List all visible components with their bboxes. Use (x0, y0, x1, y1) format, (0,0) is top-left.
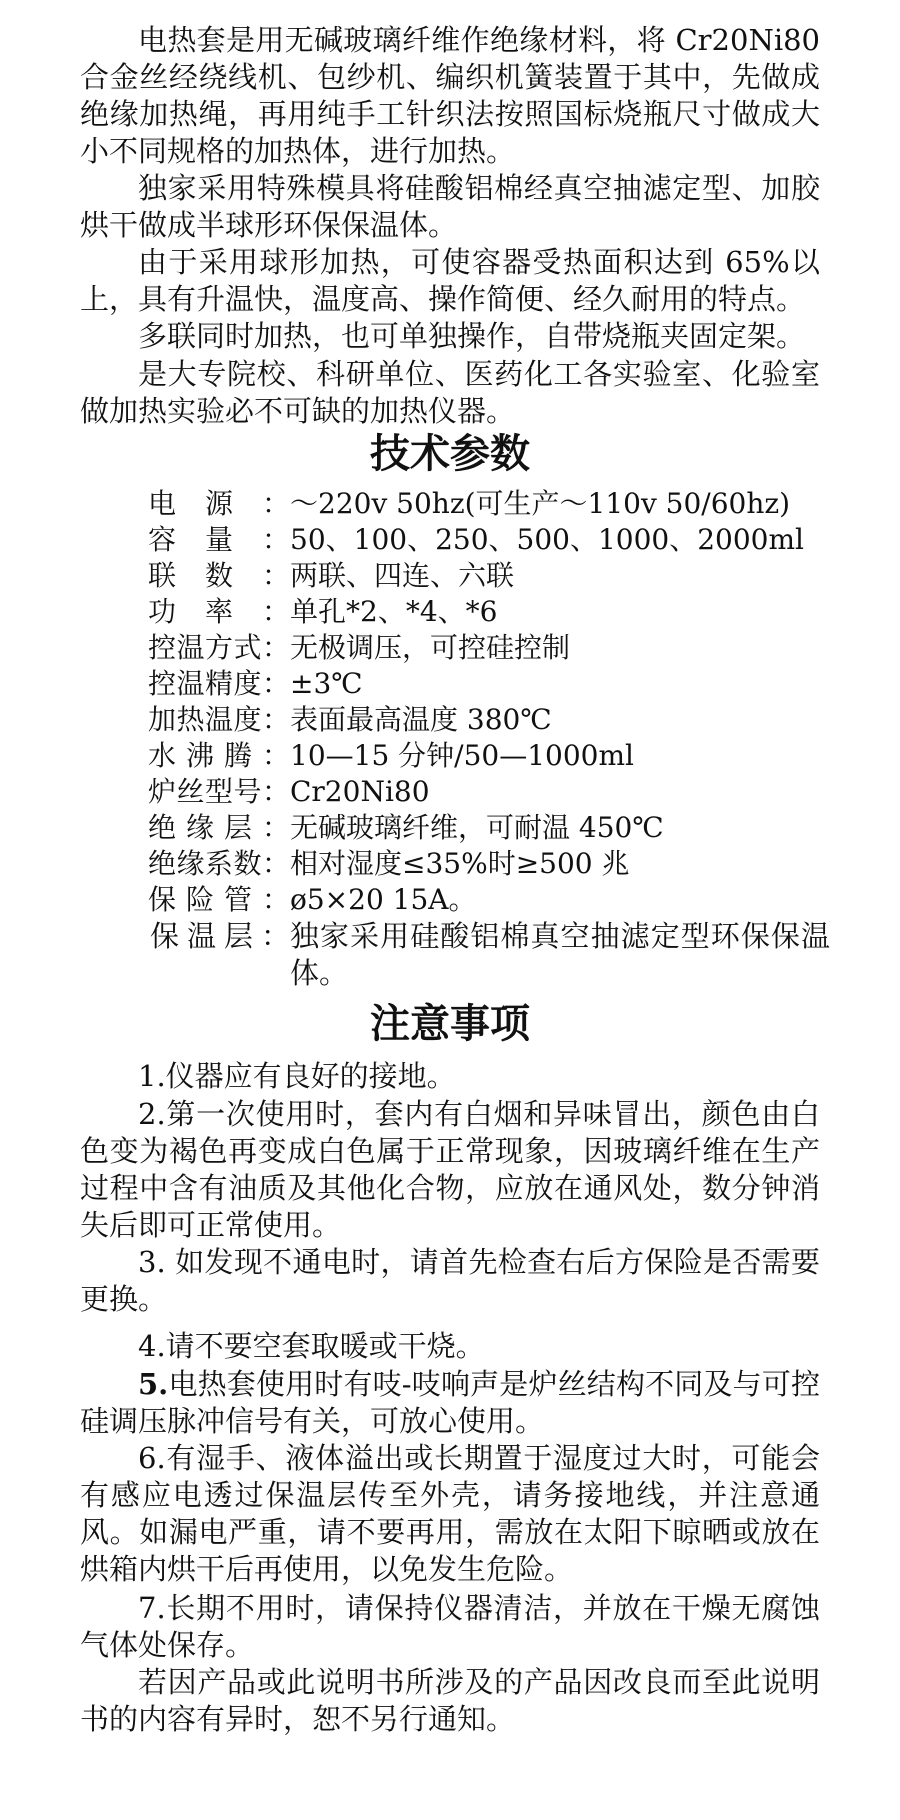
spec-row (148, 666, 828, 702)
spec-label: 绝缘系数： (148, 847, 290, 880)
intro-paragraph-2: 独家采用特殊模具将硅酸铝棉经真空抽滤定型、加胶烘干做成半球形环保保温体。 (80, 171, 820, 242)
spec-row (148, 522, 828, 558)
spec-label: 控温精度： (148, 667, 290, 700)
intro-paragraph-1: 电热套是用无碱玻璃纤维作绝缘材料，将 Cr20Ni80 合金丝经绕线机、包纱机、编织机簧装置于其中，先做成绝缘加热绳，再用纯手工针织法按照国标烧瓶尺寸做成大小不同规格的加热体，进行加热。 (80, 23, 820, 168)
spec-value: 独家采用硅酸铝棉真空抽滤定型环保保温体。 (290, 919, 830, 990)
spec-label: 保险管： (148, 883, 290, 916)
note-item-4: 4.请不要空套取暖或干烧。 (138, 1329, 485, 1363)
spec-value: 无极调压，可控硅控制 (290, 631, 571, 664)
intro-paragraph-4: 多联同时加热，也可单独操作，自带烧瓶夹固定架。 (138, 319, 806, 353)
spec-row (148, 630, 828, 666)
spec-row (148, 594, 828, 630)
note-5-number: 5. (138, 1367, 169, 1401)
spec-label: 绝缘层： (148, 811, 290, 844)
spec-row (148, 702, 828, 738)
note-5-text: 电热套使用时有吱-吱响声是炉丝结构不同及与可控硅调压脉冲信号有关，可放心使用。 (80, 1367, 820, 1438)
spec-row (148, 810, 828, 846)
spec-value: 10—15 分钟/50—1000ml (290, 739, 634, 772)
spec-label: 炉丝型号： (148, 775, 290, 808)
spec-value: ±3℃ (290, 667, 363, 700)
notes-title: 注意事项 (370, 1000, 530, 1047)
spec-value: ø5×20 15A。 (290, 883, 477, 916)
spec-label: 功率： (148, 595, 290, 628)
disclaimer-paragraph: 若因产品或此说明书所涉及的产品因改良而至此说明书的内容有异时，恕不另行通知。 (80, 1665, 820, 1736)
spec-row (148, 486, 828, 522)
spec-row (148, 558, 828, 594)
note-item-7: 7.长期不用时，请保持仪器清洁，并放在干燥无腐蚀气体处保存。 (80, 1591, 820, 1662)
spec-label: 水沸腾： (148, 739, 290, 772)
spec-value: ～220v 50hz(可生产～110v 50/60hz) (290, 487, 791, 520)
note-item-3: 3. 如发现不通电时，请首先检查右后方保险是否需要更换。 (80, 1245, 820, 1316)
spec-value: 表面最高温度 380℃ (290, 703, 552, 736)
spec-label: 保温层： (150, 919, 290, 953)
spec-row (148, 846, 828, 882)
note-item-6: 6.有湿手、液体溢出或长期置于湿度过大时，可能会有感应电透过保温层传至外壳，请务接地线，并注意通风。如漏电严重，请不要再用，需放在太阳下晾晒或放在烘箱内烘干后再使用，以免发生危险。 (80, 1441, 820, 1586)
note-item-1: 1.仪器应有良好的接地。 (138, 1059, 456, 1093)
spec-row (148, 738, 828, 774)
spec-title: 技术参数 (370, 430, 530, 477)
spec-row (148, 774, 828, 810)
spec-label: 加热温度： (148, 703, 290, 736)
spec-label: 控温方式： (148, 631, 290, 664)
spec-label: 电源： (148, 487, 290, 520)
note-item-5 (80, 1366, 820, 1440)
spec-label: 联数： (148, 559, 290, 592)
intro-paragraph-3: 由于采用球形加热，可使容器受热面积达到 65%以上，具有升温快，温度高、操作简便、经久耐用的特点。 (80, 245, 820, 316)
spec-row (148, 882, 828, 918)
spec-row (150, 918, 830, 992)
intro-paragraph-5: 是大专院校、科研单位、医药化工各实验室、化验室做加热实验必不可缺的加热仪器。 (80, 357, 820, 428)
spec-value: Cr20Ni80 (290, 775, 430, 808)
spec-value: 相对湿度≤35%时≥500 兆 (290, 847, 630, 880)
spec-label: 容量： (148, 523, 290, 556)
spec-value: 50、100、250、500、1000、2000ml (290, 523, 804, 556)
spec-value: 无碱玻璃纤维，可耐温 450℃ (290, 811, 664, 844)
spec-value: 两联、四连、六联 (290, 559, 515, 592)
spec-value: 单孔*2、*4、*6 (290, 595, 498, 628)
note-item-2: 2.第一次使用时，套内有白烟和异味冒出，颜色由白色变为褐色再变成白色属于正常现象，因玻璃纤维在生产过程中含有油质及其他化合物，应放在通风处，数分钟消失后即可正常使用。 (80, 1097, 820, 1242)
